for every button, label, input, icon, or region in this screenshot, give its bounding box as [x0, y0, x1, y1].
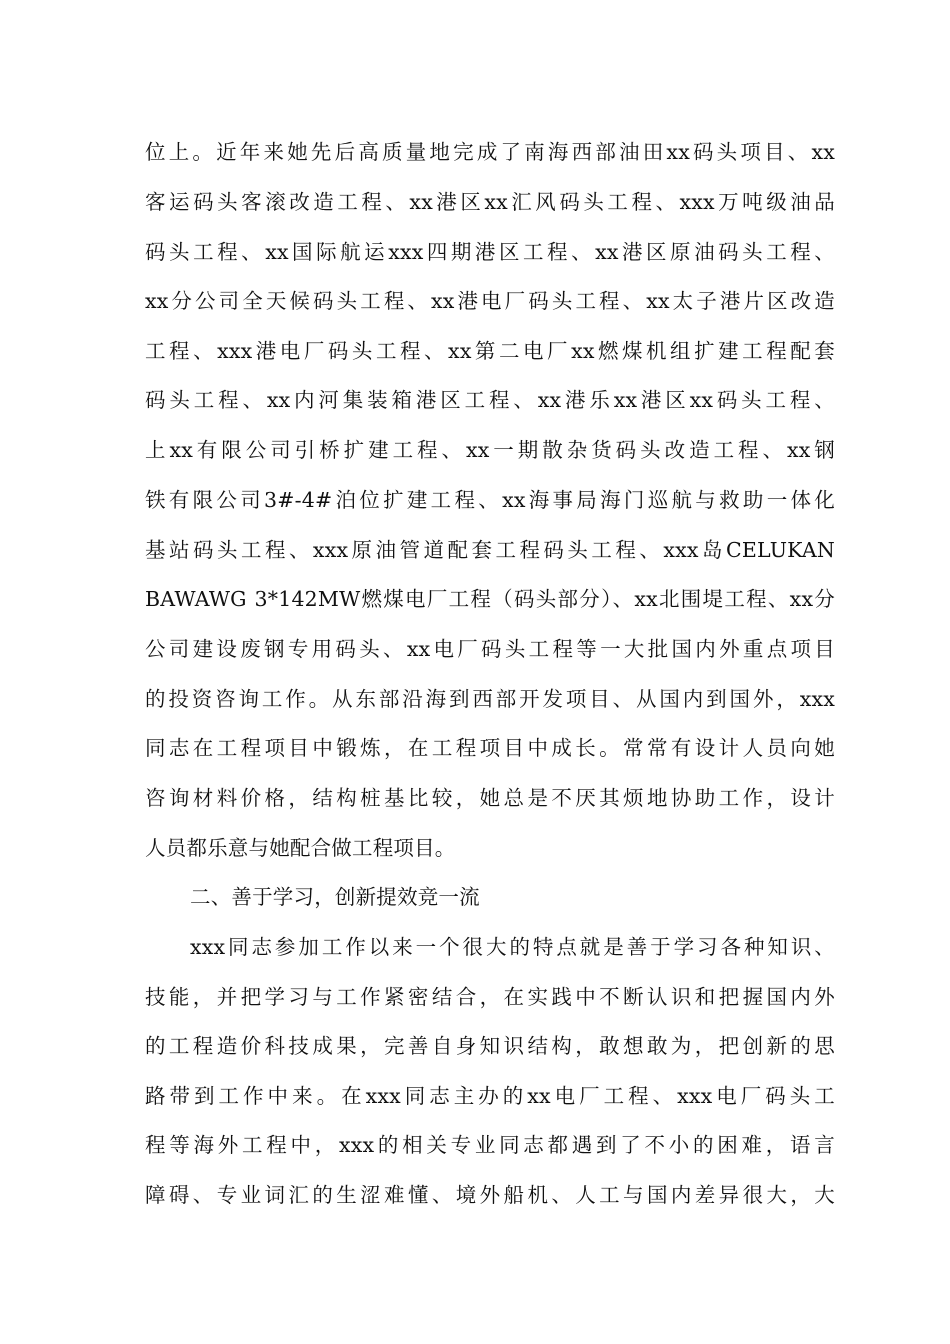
body-text-line: BAWAWG 3*142MW燃煤电厂工程（码头部分）、xx北围堤工程、xx分	[145, 587, 835, 611]
body-text-line: 位上。近年来她先后高质量地完成了南海西部油田xx码头项目、xx	[145, 140, 835, 164]
body-text-line: 咨询材料价格，结构桩基比较，她总是不厌其烦地协助工作，设计	[145, 786, 835, 810]
body-text-line: 的工程造价科技成果，完善自身知识结构，敢想敢为，把创新的思	[145, 1034, 835, 1058]
body-text-line: 客运码头客滚改造工程、xx港区xx汇风码头工程、xxx万吨级油品	[145, 190, 835, 214]
body-text-line: 同志在工程项目中锻炼，在工程项目中成长。常常有设计人员向她	[145, 736, 835, 760]
body-text-line: 路带到工作中来。在xxx同志主办的xx电厂工程、xxx电厂码头工	[145, 1084, 835, 1108]
section-heading: 二、善于学习，创新提效竞一流	[190, 885, 480, 909]
body-text-line: 的投资咨询工作。从东部沿海到西部开发项目、从国内到国外，xxx	[145, 687, 835, 711]
body-text-line: xx分公司全天候码头工程、xx港电厂码头工程、xx太子港片区改造	[145, 289, 835, 313]
body-text-line: 技能，并把学习与工作紧密结合，在实践中不断认识和把握国内外	[145, 985, 835, 1009]
body-text-line: 码头工程、xx内河集装箱港区工程、xx港乐xx港区xx码头工程、	[145, 388, 835, 412]
body-text-line: 程等海外工程中，xxx的相关专业同志都遇到了不小的困难，语言	[145, 1133, 835, 1157]
body-text-line: 公司建设废钢专用码头、xx电厂码头工程等一大批国内外重点项目	[145, 637, 835, 661]
body-text-line: 码头工程、xx国际航运xxx四期港区工程、xx港区原油码头工程、	[145, 240, 835, 264]
paragraph-end-line: 人员都乐意与她配合做工程项目。	[145, 836, 456, 860]
body-text-line: 上xx有限公司引桥扩建工程、xx一期散杂货码头改造工程、xx钢	[145, 438, 835, 462]
body-text-line: 铁有限公司3#-4#泊位扩建工程、xx海事局海门巡航与救助一体化	[145, 488, 835, 512]
body-text-line: 基站码头工程、xxx原油管道配套工程码头工程、xxx岛CELUKAN	[145, 538, 835, 562]
body-text-line: 工程、xxx港电厂码头工程、xx第二电厂xx燃煤机组扩建工程配套	[145, 339, 835, 363]
body-text-line: 障碍、专业词汇的生涩难懂、境外船机、人工与国内差异很大，大	[145, 1183, 835, 1207]
paragraph-first-line: xxx同志参加工作以来一个很大的特点就是善于学习各种知识、	[190, 935, 835, 959]
